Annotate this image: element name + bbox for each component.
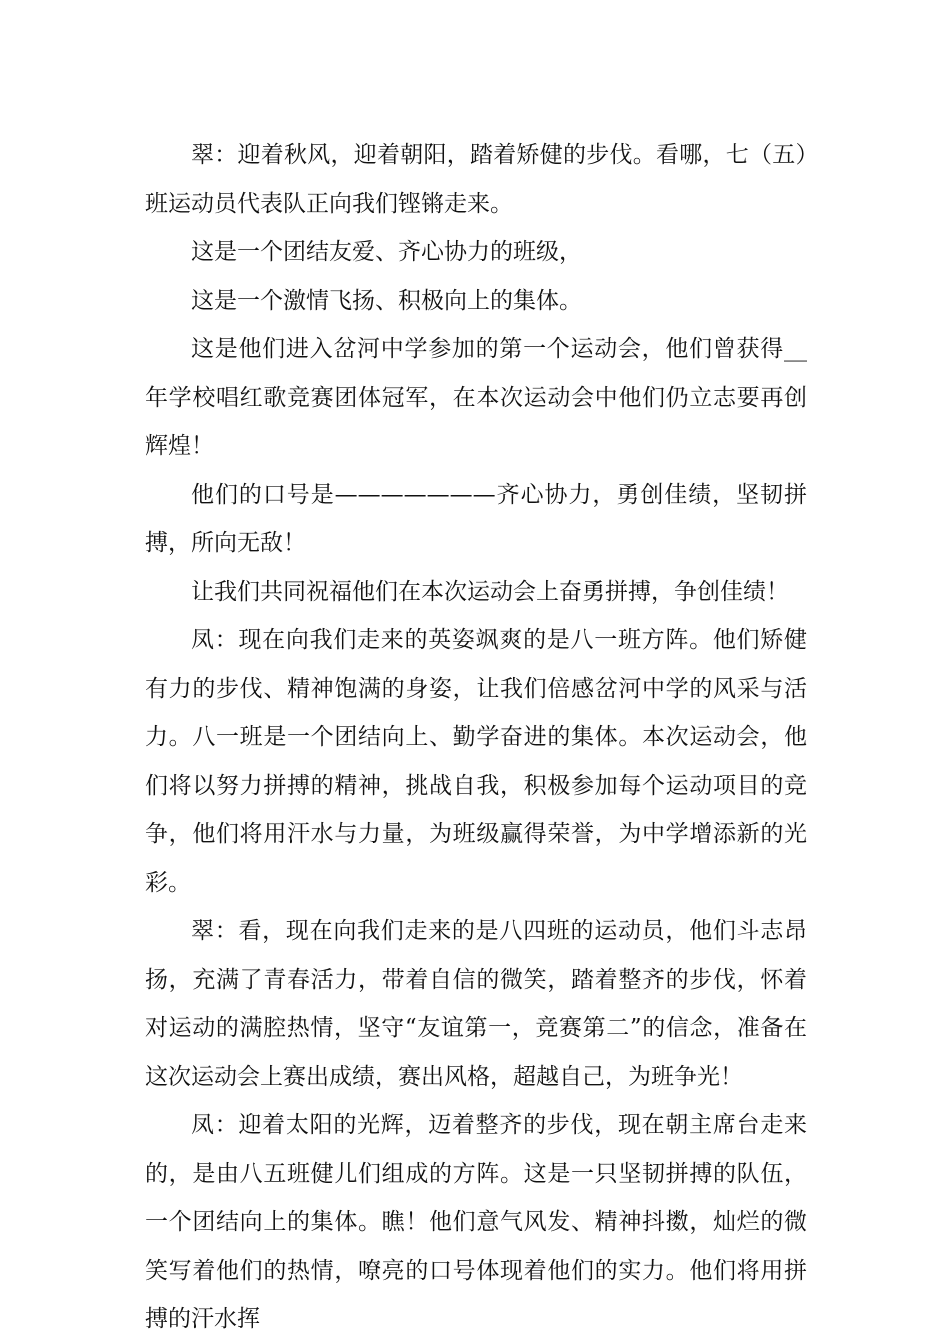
- paragraph-cui-class-8-4: 翠：看，现在向我们走来的是八四班的运动员，他们斗志昂扬，充满了青春活力，带着自信的微笑，踏着整齐的步伐，怀着对运动的满腔热情，坚守“友谊第一，竞赛第二”的信念，准备在这次运动会上赛出成绩，赛出风格，超越自己，为班争光！: [145, 918, 807, 1090]
- paragraph-feng-class-8-5: 凤：迎着太阳的光辉，迈着整齐的步伐，现在朝主席台走来的，是由八五班健儿们组成的方阵。这是一只坚韧拼搏的队伍，一个团结向上的集体。瞧！他们意气风发、精神抖擞，灿烂的微笑写着他们的热情，嘹亮的口号体现着他们的实力。他们将用拼搏的汗水挥: [145, 1112, 807, 1332]
- paragraph-cui-class-7-5: 翠：迎着秋风，迎着朝阳，踏着矫健的步伐。看哪，七（五）班运动员代表队正向我们铿锵走来。: [145, 142, 807, 217]
- paragraph-feng-class-8-1: 凤：现在向我们走来的英姿飒爽的是八一班方阵。他们矫健有力的步伐、精神饱满的身姿，让我们倍感岔河中学的风采与活力。八一班是一个团结向上、勤学奋进的集体。本次运动会，他们将以努力拼搏的精神，挑战自我，积极参加每个运动项目的竞争，他们将用汗水与力量，为班级赢得荣誉，为中学增添新的光彩。: [145, 627, 807, 896]
- paragraph-slogan: 他们的口号是———————齐心协力，勇创佳绩，坚韧拼搏，所向无敌！: [145, 481, 807, 556]
- paragraph-united-class: 这是一个团结友爱、齐心协力的班级，: [191, 239, 582, 265]
- document-body: [145, 131, 807, 1344]
- paragraph-passionate-collective: 这是一个激情飞扬、积极向上的集体。: [191, 287, 582, 314]
- paragraph-blessing: 让我们共同祝福他们在本次运动会上奋勇拼搏，争创佳绩！: [191, 578, 789, 605]
- paragraph-first-sports-meet: 这是他们进入岔河中学参加的第一个运动会，他们曾获得__年学校唱红歌竞赛团体冠军，在本次运动会中他们仍立志要再创辉煌！: [145, 336, 807, 459]
